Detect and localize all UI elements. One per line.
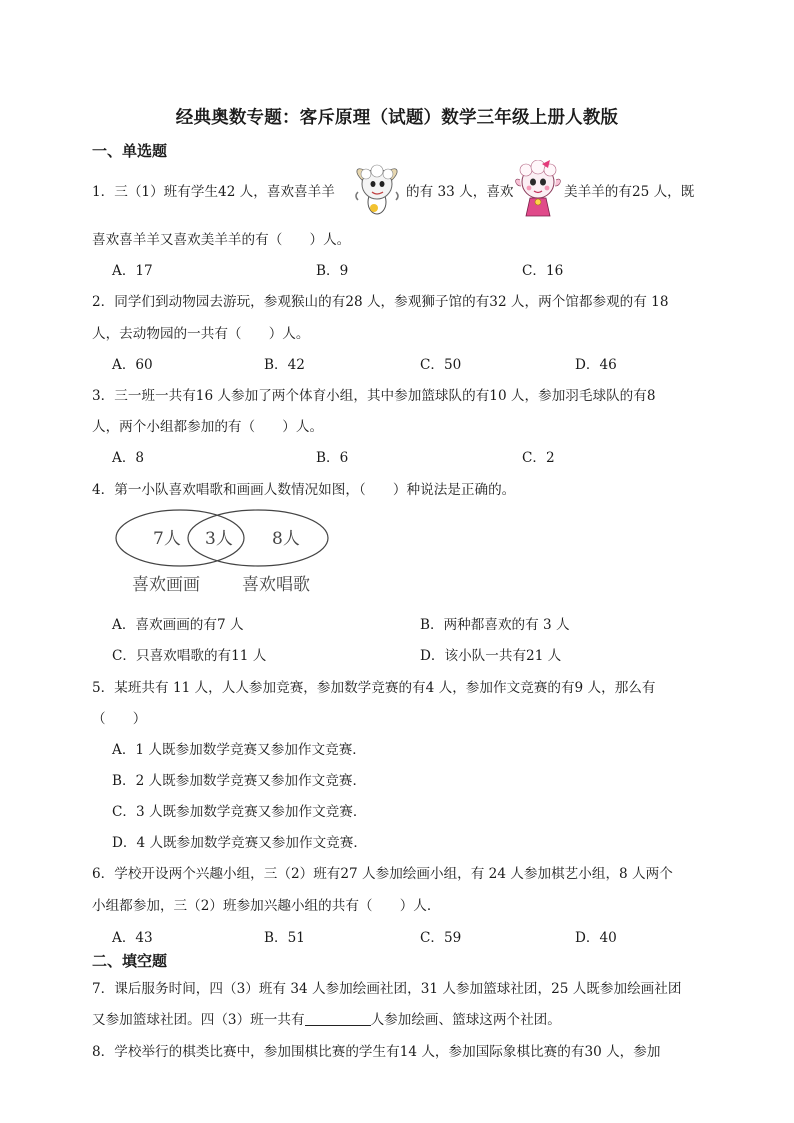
question-6-option-a[interactable]: A．43 (112, 930, 153, 946)
venn-left-value: 7人 (153, 529, 181, 549)
page-title: 经典奥数专题：客斥原理（试题）数学三年级上册人教版 (175, 108, 619, 128)
venn-right-value: 8人 (272, 529, 300, 549)
venn-label-singing: 喜欢唱歌 (242, 575, 310, 595)
question-6-option-d[interactable]: D．40 (575, 930, 617, 946)
question-2-option-d[interactable]: D．46 (575, 357, 617, 373)
question-5-line-2: （ ） (92, 711, 147, 727)
question-5-option-d[interactable]: D．4 人既参加数学竞赛又参加作文竞赛． (112, 835, 367, 851)
question-2-option-a[interactable]: A．60 (112, 357, 153, 373)
question-7-line-2-end: 人参加绘画、篮球这两个社团。 (370, 1012, 561, 1028)
venn-label-drawing: 喜欢画画 (132, 575, 200, 595)
question-3-option-b[interactable]: B．6 (316, 450, 349, 466)
question-1-text-b: 的有 33 人，喜欢 (406, 184, 514, 200)
pleasant-goat-icon (352, 162, 402, 222)
question-6-option-b[interactable]: B．51 (264, 930, 305, 946)
venn-diagram (108, 506, 338, 602)
section-heading-single-choice: 一、单选题 (92, 142, 168, 160)
question-3-line-2: 人，两个小组都参加的有（ ）人。 (92, 419, 324, 435)
question-6-line-1: 6．学校开设两个兴趣小组，三（2）班有27 人参加绘画小组，有 24 人参加棋艺小组，8 人两个 (92, 866, 673, 882)
question-1-text-a: 1．三（1）班有学生42 人，喜欢喜羊羊 (92, 184, 335, 200)
question-3-option-c[interactable]: C．2 (522, 450, 555, 466)
question-2-line-2: 人，去动物园的一共有（ ）人。 (92, 326, 310, 342)
answer-blank[interactable] (305, 1011, 371, 1026)
question-3-option-a[interactable]: A．8 (112, 450, 145, 466)
question-4-option-c[interactable]: C．只喜欢唱歌的有11 人 (112, 648, 267, 664)
venn-middle-value: 3人 (205, 529, 233, 549)
question-6-option-c[interactable]: C．59 (420, 930, 462, 946)
question-1-option-b[interactable]: B．9 (316, 263, 349, 279)
question-4-option-a[interactable]: A．喜欢画画的有7 人 (112, 617, 244, 633)
question-2-option-c[interactable]: C．50 (420, 357, 462, 373)
question-2-option-b[interactable]: B．42 (264, 357, 305, 373)
question-4-line-1: 4．第一小队喜欢唱歌和画画人数情况如图，（ ）种说法是正确的。 (92, 482, 516, 498)
question-6-line-2: 小组都参加，三（2）班参加兴趣小组的共有（ ）人． (92, 898, 441, 914)
question-5-line-1: 5．某班共有 11 人，人人参加竞赛，参加数学竞赛的有4 人，参加作文竞赛的有9 人，那么有 (92, 680, 656, 696)
question-2-line-1: 2．同学们到动物园去游玩，参观猴山的有28 人，参观狮子馆的有32 人，两个馆都参观的有 18 (92, 294, 669, 310)
question-4-option-b[interactable]: B．两种都喜欢的有 3 人 (420, 617, 570, 633)
pretty-goat-icon (512, 160, 564, 224)
question-1-text-d: 喜欢喜羊羊又喜欢美羊羊的有（ ）人。 (92, 232, 351, 248)
section-heading-fill-blank: 二、填空题 (92, 952, 168, 970)
question-5-option-b[interactable]: B．2 人既参加数学竞赛又参加作文竞赛． (112, 773, 367, 789)
question-7-line-2 (92, 1008, 561, 1028)
question-1-option-a[interactable]: A．17 (112, 263, 153, 279)
question-3-line-1: 3．三一班一共有16 人参加了两个体育小组，其中参加篮球队的有10 人，参加羽毛球队的有8 (92, 388, 656, 404)
question-8-line-1: 8．学校举行的棋类比赛中，参加围棋比赛的学生有14 人，参加国际象棋比赛的有30 人，参加 (92, 1044, 661, 1060)
question-1-text-c: 美羊羊的有25 人，既 (564, 184, 695, 200)
question-5-option-a[interactable]: A．1 人既参加数学竞赛又参加作文竞赛． (112, 742, 366, 758)
question-7-line-1: 7．课后服务时间，四（3）班有 34 人参加绘画社团，31 人参加篮球社团，25 人既参加绘画社团 (92, 981, 682, 997)
question-5-option-c[interactable]: C．3 人既参加数学竞赛又参加作文竞赛． (112, 804, 367, 820)
question-1-option-c[interactable]: C．16 (522, 263, 564, 279)
question-4-option-d[interactable]: D．该小队一共有21 人 (420, 648, 562, 664)
question-7-line-2-start: 又参加篮球社团。四（3）班一共有 (92, 1012, 305, 1028)
